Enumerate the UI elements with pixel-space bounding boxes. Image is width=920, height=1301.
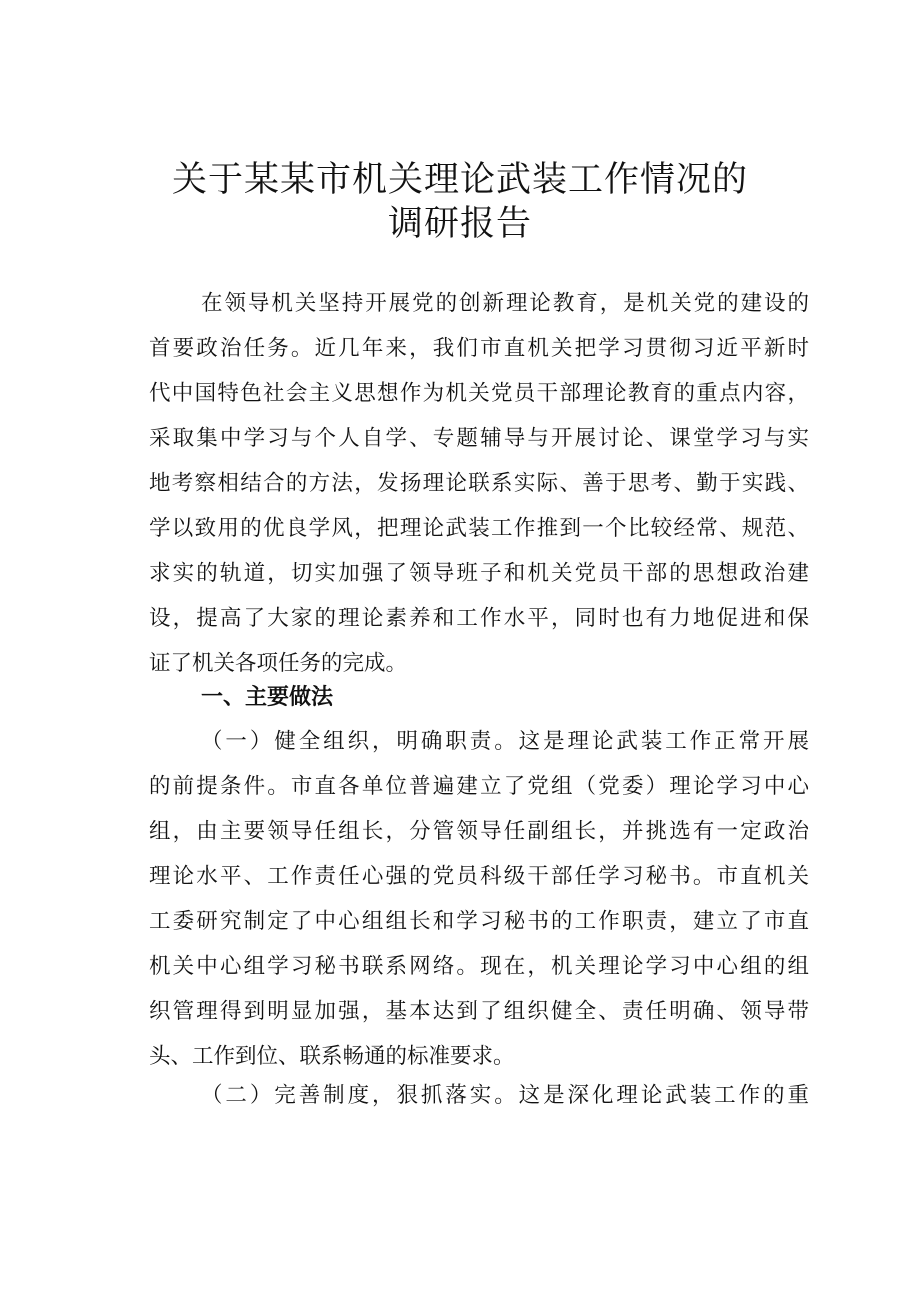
paragraph-line: 头、工作到位、联系畅通的标准要求。 <box>149 1044 515 1069</box>
paragraph-line: 织管理得到明显加强，基本达到了组织健全、责任明确、领导带 <box>149 999 809 1024</box>
paragraph-line: 组，由主要领导任组长，分管领导任副组长，并挑选有一定政治 <box>149 819 809 844</box>
paragraph-line: 代中国特色社会主义思想作为机关党员干部理论教育的重点内容， <box>149 381 809 406</box>
paragraph-line: 地考察相结合的方法，发扬理论联系实际、善于思考、勤于实践、 <box>149 471 809 496</box>
paragraph-line: 首要政治任务。近几年来，我们市直机关把学习贯彻习近平新时 <box>149 336 809 361</box>
paragraph-line: 求实的轨道，切实加强了领导班子和机关党员干部的思想政治建 <box>149 561 809 586</box>
paragraph-line: 的前提条件。市直各单位普遍建立了党组（党委）理论学习中心 <box>149 774 809 799</box>
intro-paragraph <box>149 281 809 686</box>
paragraph-line: 学以致用的优良学风，把理论武装工作推到一个比较经常、规范、 <box>149 516 809 541</box>
paragraph-line: 理论水平、工作责任心强的党员科级干部任学习秘书。市直机关 <box>149 864 809 889</box>
paragraph-line: 在领导机关坚持开展党的创新理论教育，是机关党的建设的 <box>201 291 809 316</box>
paragraph-line: 证了机关各项任务的完成。 <box>149 651 408 676</box>
document-title-line-2: 调研报告 <box>387 204 532 244</box>
paragraph-line: 采取集中学习与个人自学、专题辅导与开展讨论、课堂学习与实 <box>149 426 809 451</box>
paragraph-line: （一）健全组织，明确职责。这是理论武装工作正常开展 <box>201 729 809 754</box>
document-title-line-1: 关于某某市机关理论武装工作情况的 <box>171 160 748 200</box>
section-heading: 一、主要做法 <box>201 685 334 710</box>
paragraph-line: 设，提高了大家的理论素养和工作水平，同时也有力地促进和保 <box>149 606 809 631</box>
section-1-2-paragraph <box>149 1073 809 1118</box>
paragraph-line: （二）完善制度，狠抓落实。这是深化理论武装工作的重 <box>201 1083 809 1108</box>
section-1-1-paragraph <box>149 719 809 1079</box>
paragraph-line: 工委研究制定了中心组组长和学习秘书的工作职责，建立了市直 <box>149 909 809 934</box>
paragraph-line: 机关中心组学习秘书联系网络。现在，机关理论学习中心组的组 <box>149 954 809 979</box>
